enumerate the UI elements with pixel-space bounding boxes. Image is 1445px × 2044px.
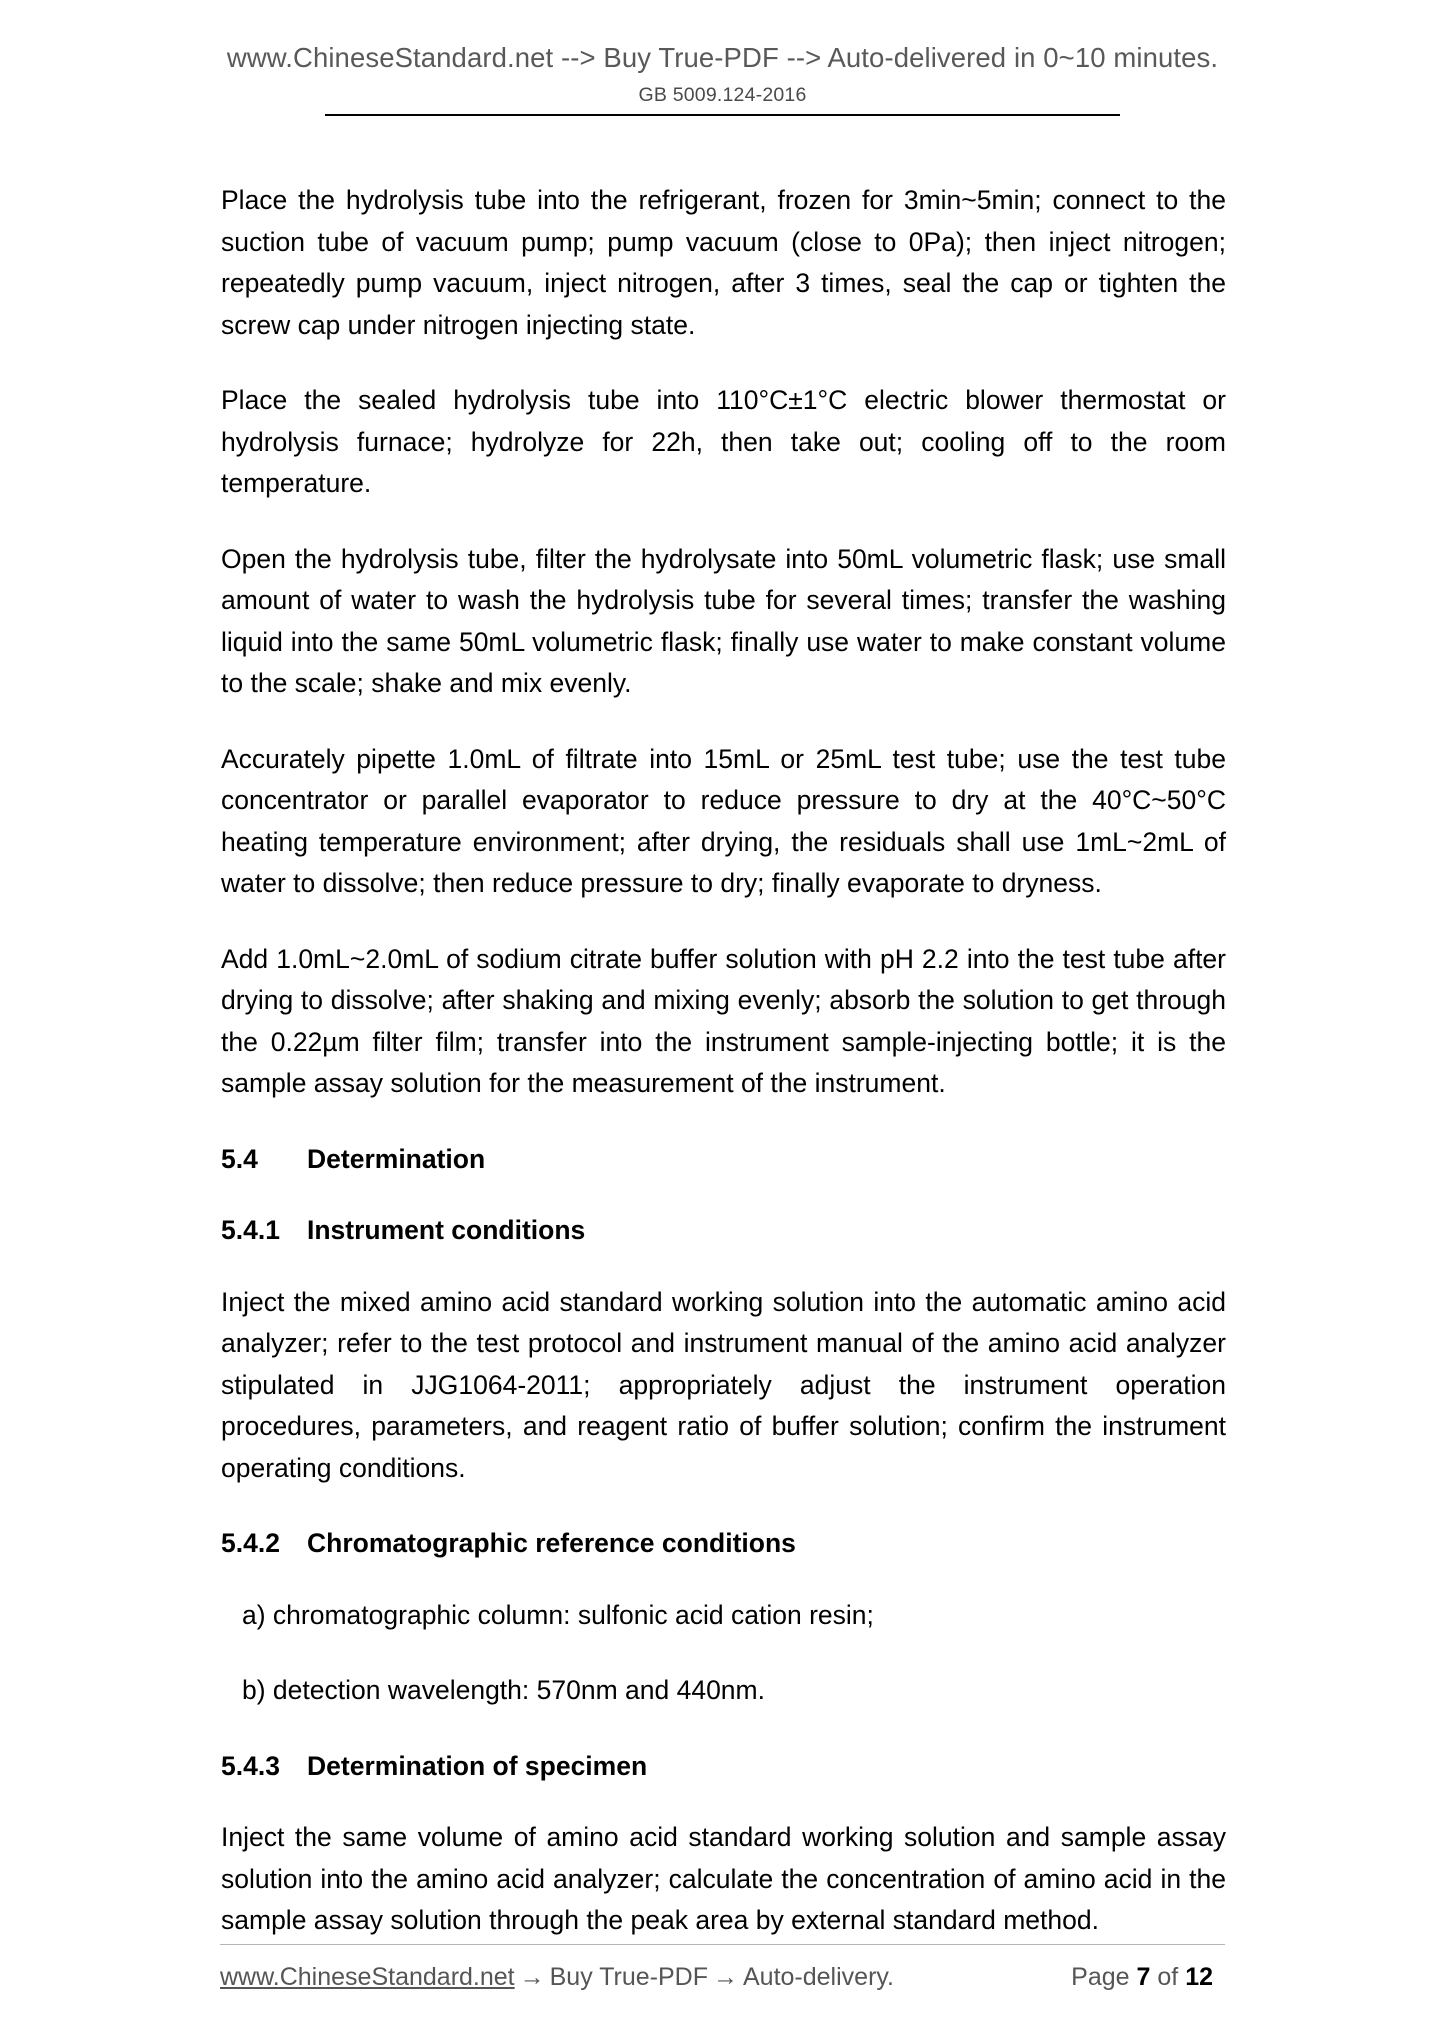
section-number: 5.4.1: [221, 1215, 280, 1245]
section-number: 5.4: [221, 1143, 258, 1174]
header-promo-banner: www.ChineseStandard.net --> Buy True-PDF --> Auto-delivered in 0~10 minutes.: [226, 42, 1219, 73]
section-heading-5-4: [221, 1139, 1226, 1181]
footer-promo: [220, 1963, 894, 1992]
page-number: 7: [1136, 1963, 1151, 1991]
document-content: [221, 180, 1226, 1976]
right-arrow-icon: →: [519, 1963, 545, 1991]
section-5-4-3-paragraph: Inject the same volume of amino acid standard working solution and sample assay solution into the amino acid analyzer; calculate the concentration of amino acid in the sample assay solution through the peak area by external standard method.: [221, 1822, 1226, 1935]
footer-end-text: Auto-delivery.: [743, 1963, 894, 1991]
right-arrow-icon: →: [713, 1963, 738, 1991]
section-title: Determination: [307, 1143, 486, 1174]
section-number: 5.4.3: [221, 1750, 280, 1781]
footer-row: [220, 1945, 1225, 2044]
body-paragraph: Add 1.0mL~2.0mL of sodium citrate buffer solution with pH 2.2 into the test tube after drying to dissolve; after shaking and mixing evenly; absorb the solution to get through the 0.22µm filter film; transfer into the instrument sample-injecting bottle; it is the sample assay solution for the measurement of the instrument.: [221, 943, 1226, 1098]
body-paragraph: Place the hydrolysis tube into the refrigerant, frozen for 3min~5min; connect to the suction tube of vacuum pump; pump vacuum (close to 0Pa); then inject nitrogen; repeatedly pump vacuum, inject nitrogen, after 3 times, seal the cap or tighten the screw cap under nitrogen injecting state.: [221, 185, 1226, 340]
section-title: Determination of specimen: [307, 1750, 648, 1781]
page-header: [0, 0, 1445, 116]
of-label: of: [1157, 1963, 1179, 1991]
list-item: b) detection wavelength: 570nm and 440nm.: [242, 1675, 765, 1705]
total-pages: 12: [1185, 1963, 1213, 1991]
section-heading-5-4-1: [221, 1210, 1226, 1252]
page-footer: [0, 1944, 1445, 2044]
section-number: 5.4.2: [221, 1528, 280, 1558]
section-title: Instrument conditions: [307, 1215, 586, 1245]
body-paragraph: Accurately pipette 1.0mL of filtrate into 15mL or 25mL test tube; use the test tube concentrator or parallel evaporator to reduce pressure to dry at the 40°C~50°C heating temperature environment; after drying, the residuals shall use 1mL~2mL of water to dissolve; then reduce pressure to dry; finally evaporate to dryness.: [221, 743, 1226, 898]
list-item: a) chromatographic column: sulfonic acid cation resin;: [242, 1599, 874, 1630]
header-standard-number: GB 5009.124-2016: [638, 84, 807, 106]
page-label: Page: [1071, 1963, 1130, 1991]
section-5-4-1-paragraph: Inject the mixed amino acid standard working solution into the automatic amino acid analyzer; refer to the test protocol and instrument manual of the amino acid analyzer stipulated in JJG1064-2011; appropriately adjust the instrument operation procedures, parameters, and reagent ratio of buffer solution; confirm the instrument operating conditions.: [221, 1286, 1226, 1483]
footer-middle-text: Buy True-PDF: [549, 1963, 708, 1991]
body-paragraph: Place the sealed hydrolysis tube into 110°C±1°C electric blower thermostat or hydrolysis furnace; hydrolyze for 22h, then take out; cooling off to the room temperature.: [221, 385, 1226, 498]
header-divider: [325, 114, 1120, 116]
footer-url-link[interactable]: www.ChineseStandard.net: [220, 1963, 515, 1991]
body-paragraph: Open the hydrolysis tube, filter the hydrolysate into 50mL volumetric flask; use small amount of water to wash the hydrolysis tube for several times; transfer the washing liquid into the same 50mL volumetric flask; finally use water to make constant volume to the scale; shake and mix evenly.: [221, 543, 1226, 698]
section-heading-5-4-2: [221, 1523, 1226, 1565]
section-heading-5-4-3: [221, 1746, 1226, 1788]
page-indicator: [1071, 1963, 1225, 1992]
section-title: Chromatographic reference conditions: [307, 1528, 796, 1558]
